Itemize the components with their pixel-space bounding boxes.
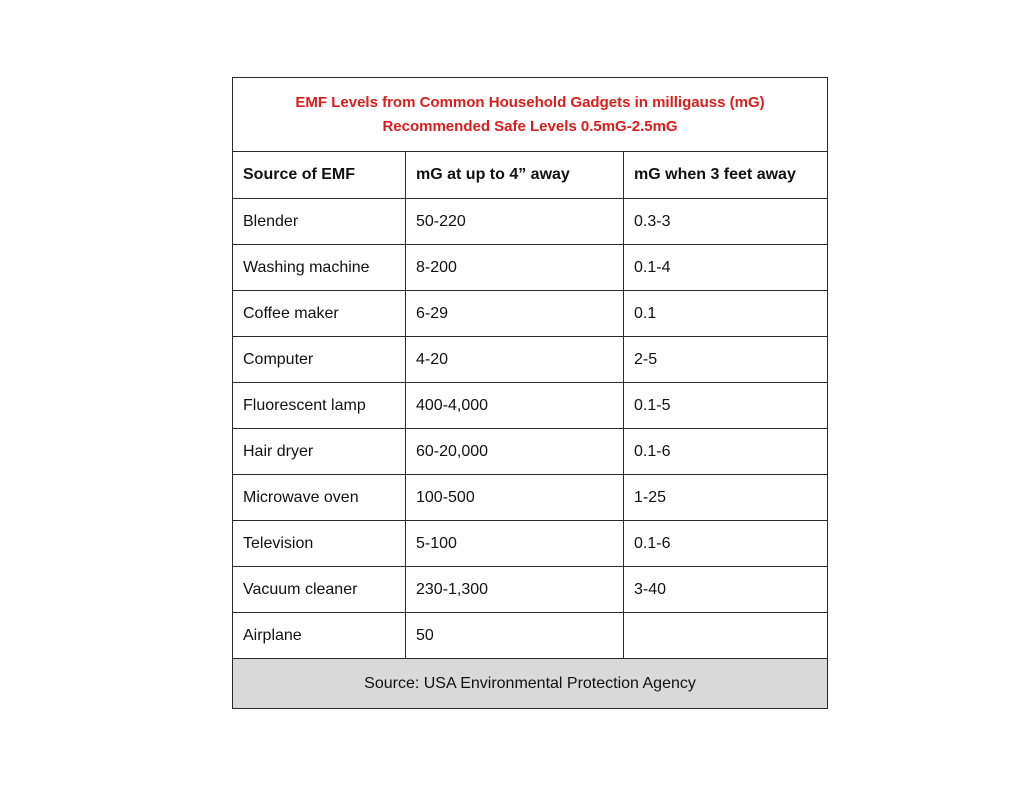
table-row <box>233 521 828 567</box>
cell-far <box>624 613 828 659</box>
header-far: mG when 3 feet away <box>624 152 828 199</box>
cell-near: 100-500 <box>406 475 624 521</box>
header-near: mG at up to 4” away <box>406 152 624 199</box>
cell-source: Washing machine <box>233 245 406 291</box>
cell-near: 6-29 <box>406 291 624 337</box>
title-row <box>233 78 828 152</box>
table-row <box>233 429 828 475</box>
title-line-2: Recommended Safe Levels 0.5mG-2.5mG <box>382 117 678 135</box>
cell-far: 0.1 <box>624 291 828 337</box>
cell-far: 0.3-3 <box>624 199 828 245</box>
source-row <box>233 659 828 709</box>
cell-near: 50-220 <box>406 199 624 245</box>
cell-far: 2-5 <box>624 337 828 383</box>
cell-source: Computer <box>233 337 406 383</box>
cell-source: Blender <box>233 199 406 245</box>
cell-source: Coffee maker <box>233 291 406 337</box>
cell-far: 0.1-5 <box>624 383 828 429</box>
cell-far: 0.1-6 <box>624 429 828 475</box>
table-row <box>233 291 828 337</box>
cell-far: 0.1-6 <box>624 521 828 567</box>
cell-near: 230-1,300 <box>406 567 624 613</box>
table-row <box>233 337 828 383</box>
cell-near: 5-100 <box>406 521 624 567</box>
cell-source: Hair dryer <box>233 429 406 475</box>
cell-source: Airplane <box>233 613 406 659</box>
cell-source: Fluorescent lamp <box>233 383 406 429</box>
table-row <box>233 475 828 521</box>
cell-source: Microwave oven <box>233 475 406 521</box>
cell-far: 0.1-4 <box>624 245 828 291</box>
cell-far: 1-25 <box>624 475 828 521</box>
cell-near: 4-20 <box>406 337 624 383</box>
cell-near: 50 <box>406 613 624 659</box>
emf-levels-table <box>232 77 828 709</box>
table-row <box>233 383 828 429</box>
cell-near: 60-20,000 <box>406 429 624 475</box>
cell-far: 3-40 <box>624 567 828 613</box>
cell-source: Television <box>233 521 406 567</box>
table-row <box>233 613 828 659</box>
table-title <box>233 78 828 152</box>
cell-near: 8-200 <box>406 245 624 291</box>
header-source: Source of EMF <box>233 152 406 199</box>
source-note: Source: USA Environmental Protection Agency <box>233 659 828 709</box>
title-line-1: EMF Levels from Common Household Gadgets in milligauss (mG) <box>295 93 765 111</box>
cell-source: Vacuum cleaner <box>233 567 406 613</box>
cell-near: 400-4,000 <box>406 383 624 429</box>
table-row <box>233 567 828 613</box>
header-row <box>233 152 828 199</box>
table-row <box>233 199 828 245</box>
table-row <box>233 245 828 291</box>
